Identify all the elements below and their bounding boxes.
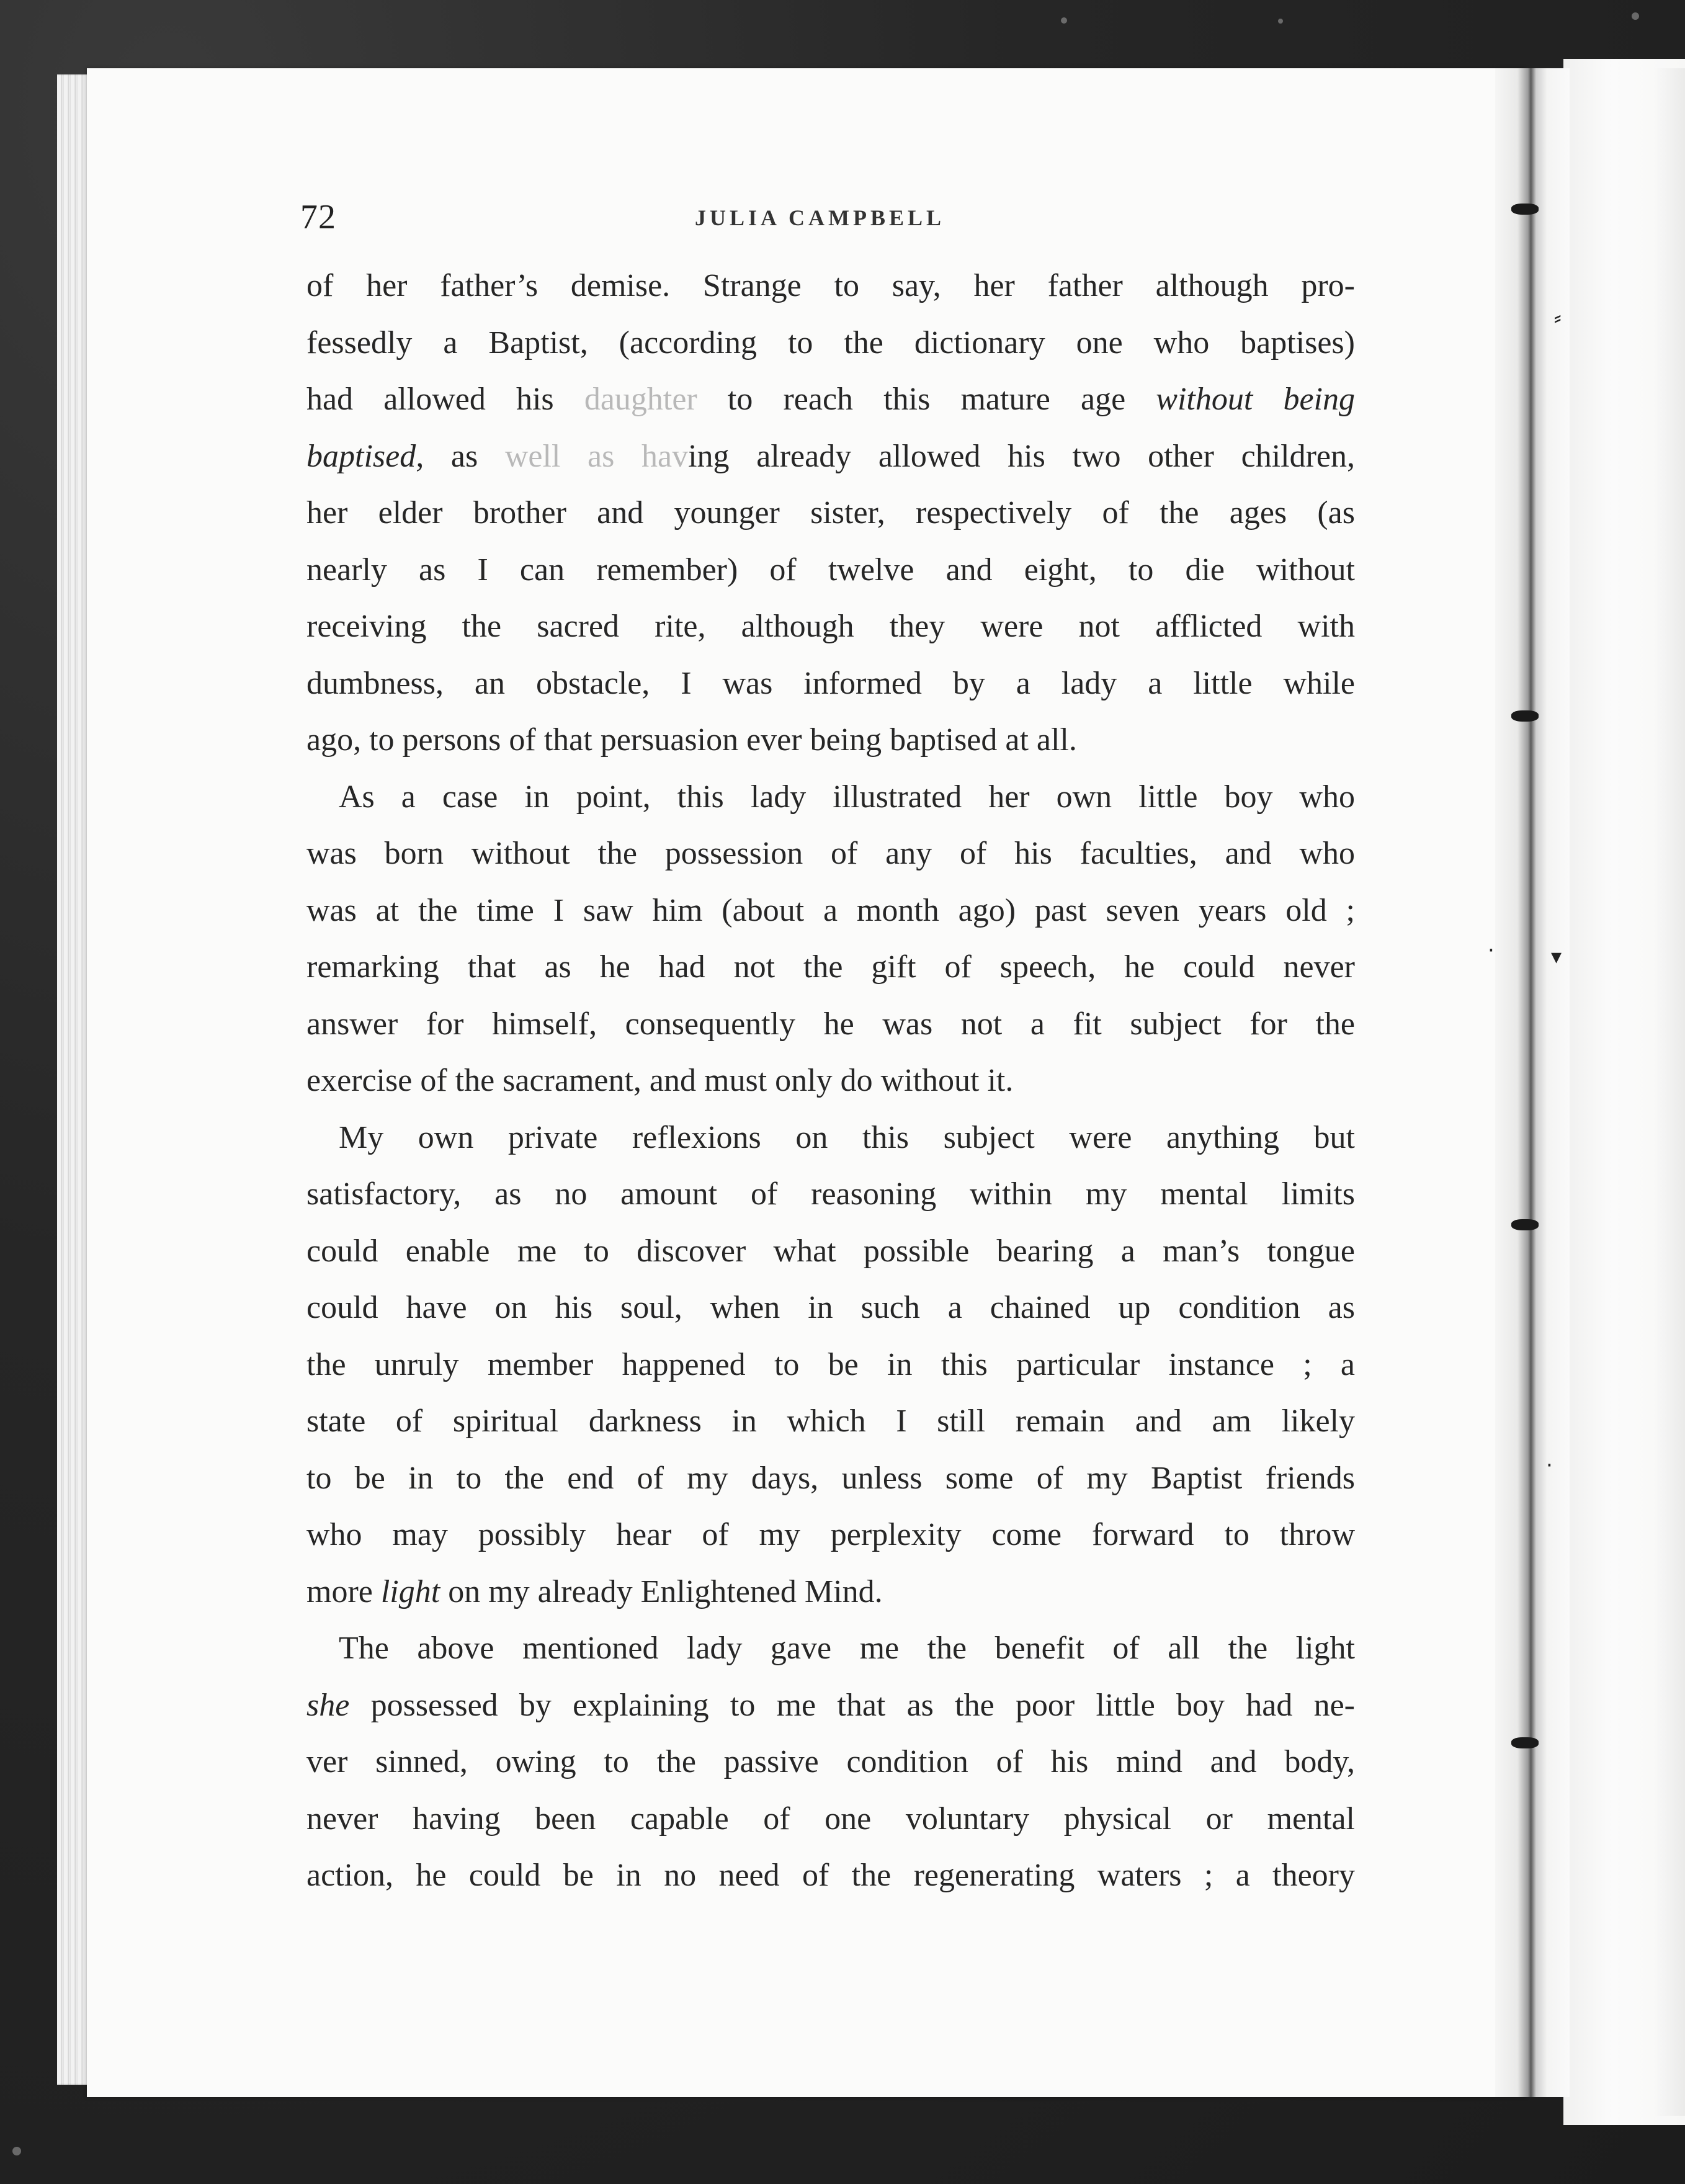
binding-stitch [1511,1737,1539,1748]
text-line [306,1677,1355,1734]
text-run: to be in to the end of my days, unless some of my Baptist friends [306,1460,1355,1496]
text-run: dumbness, an obstacle, I was informed by a lady a little while [306,665,1355,701]
text-line [306,1450,1355,1507]
text-line [306,428,1355,485]
body-text [306,257,1355,1904]
italic-text: baptised, [306,438,424,474]
dust-speck [1278,19,1283,24]
text-run: receiving the sacred rite, although they were not afflicted with [306,609,1355,644]
text-line [306,542,1355,599]
text-line [306,1109,1355,1166]
text-run: the unruly member happened to be in this particular instance ; a [306,1346,1355,1382]
dust-speck [12,2147,21,2155]
text-run: never having been capable of one voluntary physical or mental [306,1801,1355,1837]
text-line [306,655,1355,712]
dust-speck [1632,12,1639,20]
paragraph [306,1109,1355,1621]
binding-stitch [1511,204,1539,215]
italic-text: light [380,1573,440,1609]
dust-speck [1061,17,1067,24]
text-run: As a case in point, this lady illustrated her own little boy who [339,779,1355,815]
paragraph [306,257,1355,769]
text-run: to reach this mature age [697,382,1156,417]
text-run: My own private reflexions on this subject were anything but [339,1119,1355,1155]
text-line [306,1791,1355,1848]
text-run: ver sinned, owing to the passive condition of his mind and body, [306,1744,1355,1779]
text-line [306,1279,1355,1336]
text-line [306,825,1355,882]
text-line [306,485,1355,542]
book-gutter [1495,68,1570,2097]
paragraph [306,769,1355,1109]
text-run: was born without the possession of any of his faculties, and who [306,836,1355,871]
italic-text: she [306,1687,350,1723]
text-run: ing already allowed his two other children, [688,438,1355,474]
text-line [306,257,1355,315]
text-run: answer for himself, consequently he was not a fit subject for the [306,1006,1355,1042]
text-run: remarking that as he had not the gift of speech, he could never [306,949,1355,985]
facing-page-shadow [1653,68,1685,2116]
text-run: satisfactory, as no amount of reasoning within my mental limits [306,1176,1355,1212]
text-run: was at the time I saw him (about a month ago) past seven years old ; [306,892,1355,928]
text-run: as [424,438,505,474]
text-run: could enable me to discover what possible bearing a man’s tongue [306,1233,1355,1269]
text-run: nearly as I can remember) of twelve and eight, to die without [306,552,1355,588]
text-line [306,1734,1355,1791]
text-run: her elder brother and younger sister, respectively of the ages (as [306,495,1355,530]
scan-mark: ⸗ [1554,305,1562,330]
text-run: state of spiritual darkness in which I still remain and am likely [306,1403,1355,1439]
binding-stitch [1511,710,1539,722]
paragraph [306,1620,1355,1904]
text-run: possessed by explaining to me that as the poor little boy had ne- [349,1687,1355,1723]
scan-mark: · [1546,1453,1553,1478]
text-run: fessedly a Baptist, (according to the dictionary one who baptises) [306,324,1355,360]
text-line [306,1506,1355,1564]
text-run: of her father’s demise. Strange to say, her father although pro- [306,268,1355,303]
text-run: exercise of the sacrament, and must only do without it. [306,1063,1014,1098]
text-line [306,1223,1355,1280]
text-line [306,1052,1355,1109]
text-line [306,1393,1355,1450]
text-line [306,1166,1355,1223]
text-line [306,712,1355,769]
scan-mark: ▾ [1551,944,1562,969]
text-line [306,371,1355,428]
text-run: who may possibly hear of my perplexity come forward to throw [306,1517,1355,1552]
faded-text: well as hav [504,438,689,474]
text-line [306,882,1355,939]
text-line [306,1336,1355,1394]
text-run: more [306,1573,381,1609]
text-line [306,1564,1355,1621]
text-run: The above mentioned lady gave me the benefit of all the light [339,1631,1355,1666]
text-line [306,1847,1355,1904]
page-number: 72 [300,198,336,236]
text-line [306,939,1355,996]
text-line [306,996,1355,1053]
faded-text: daughter [584,382,697,417]
text-run: could have on his soul, when in such a chained up condition as [306,1290,1355,1325]
text-run: action, he could be in no need of the regenerating waters ; a theory [306,1858,1355,1893]
text-line [306,769,1355,826]
text-run: on my already Enlightened Mind. [440,1573,883,1609]
text-line [306,1620,1355,1677]
text-line [306,315,1355,372]
running-head: JULIA CAMPBELL [695,205,945,230]
text-run: ago, to persons of that persuasion ever being baptised at all. [306,722,1077,758]
italic-text: without being [1156,382,1355,417]
scan-mark: · [1488,938,1495,963]
binding-stitch [1511,1219,1539,1230]
text-line [306,598,1355,655]
text-run: had allowed his [306,382,584,417]
